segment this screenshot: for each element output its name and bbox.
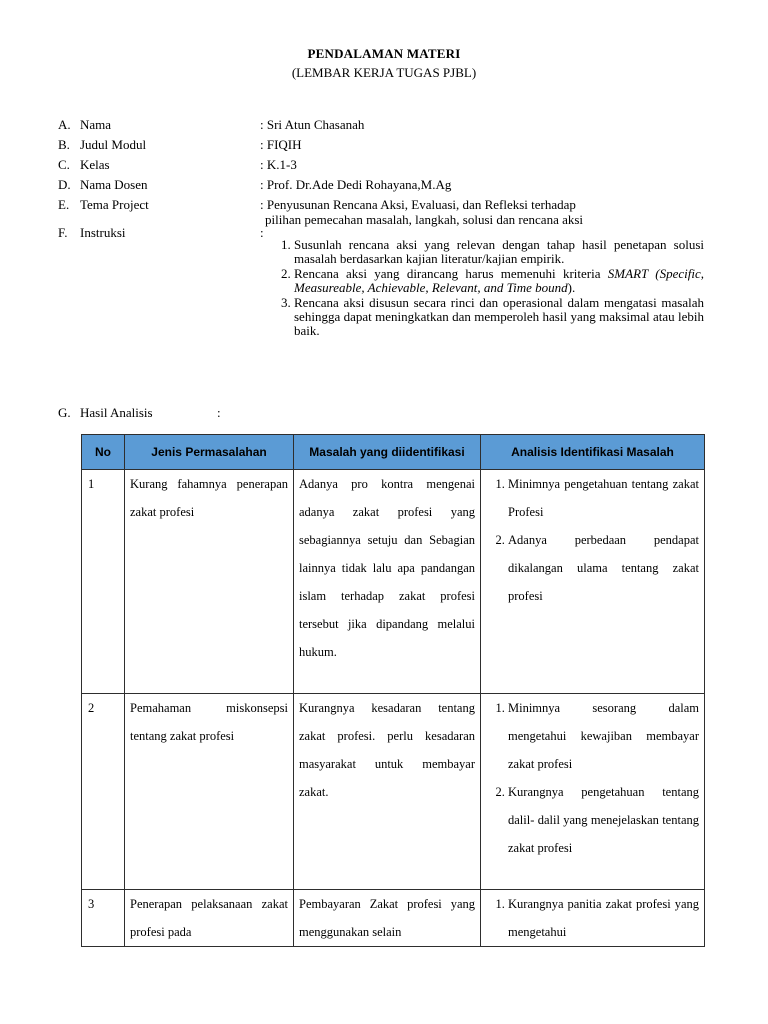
info-letter: D.	[58, 177, 71, 192]
tema-line-2: pilihan pemecahan masalah, langkah, solusi dan rencana aksi	[265, 212, 584, 227]
info-value: : Prof. Dr.Ade Dedi Rohayana,M.Ag	[260, 177, 452, 192]
info-letter: B.	[58, 137, 70, 152]
smart-end: ).	[567, 280, 576, 295]
cell-analisis	[481, 470, 705, 694]
header-no: No	[82, 435, 125, 470]
instruction-text: Rencana aksi yang dirancang harus memenuhi kriteria	[294, 266, 601, 281]
cell-jenis: Pemahaman miskonsepsi tentang zakat profesi	[125, 694, 294, 890]
table-row	[82, 470, 705, 694]
info-value	[260, 197, 680, 227]
info-row-nama-dosen	[58, 177, 678, 195]
cell-masalah: Kurangnya kesadaran tentang zakat profesi. perlu kesadaran masyarakat untuk membayar zakat.	[294, 694, 481, 890]
cell-analisis	[481, 694, 705, 890]
hasil-colon: :	[217, 405, 221, 420]
analisis-item: 1. Minimnya sesorang dalam mengetahui kewajiban membayar zakat profesi	[508, 694, 699, 778]
cell-no: 3	[82, 890, 125, 947]
cell-masalah: Adanya pro kontra mengenai adanya zakat profesi yang sebagiannya setuju dan Sebagian lainnya tidak lalu apa pandangan islam terhadap zakat profesi tersebut jika dipandang melalui hukum.	[294, 470, 481, 694]
instruction-list	[268, 238, 704, 339]
cell-no: 1	[82, 470, 125, 694]
header-analisis: Analisis Identifikasi Masalah	[481, 435, 705, 470]
cell-analisis	[481, 890, 705, 947]
info-value: :	[260, 225, 264, 240]
analisis-item: 2. Kurangnya pengetahuan tentang dalil- dalil yang menejelaskan tentang zakat profesi	[508, 778, 699, 862]
analysis-table	[81, 434, 705, 947]
hasil-analisis-heading	[58, 405, 458, 421]
smart-criteria: SMART (Specific, Measureable, Achievable, Relevant, and Time bound	[294, 266, 705, 295]
hasil-label: Hasil Analisis	[80, 405, 153, 420]
info-label: Nama Dosen	[80, 177, 148, 192]
cell-jenis: Kurang fahamnya penerapan zakat profesi	[125, 470, 294, 694]
analisis-item: 1. Kurangnya panitia zakat profesi yang mengetahui	[508, 890, 699, 946]
info-row-nama	[58, 117, 678, 135]
info-letter: F.	[58, 225, 68, 240]
info-row-judul-modul	[58, 137, 678, 155]
info-label: Judul Modul	[80, 137, 147, 152]
info-label: Nama	[80, 117, 112, 132]
info-letter: C.	[58, 157, 70, 172]
info-row-kelas	[58, 157, 678, 175]
instruction-item: 3. Rencana aksi disusun secara rinci dan operasional dalam mengatasi masalah sehingga dapat meningkatkan dan memperoleh hasil yang maksimal atau lebih baik.	[294, 296, 704, 338]
header-masalah: Masalah yang diidentifikasi	[294, 435, 481, 470]
table-header-row	[82, 435, 705, 470]
info-label: Instruksi	[80, 225, 126, 240]
instruction-item	[294, 267, 704, 295]
document-subtitle: (LEMBAR KERJA TUGAS PJBL)	[291, 65, 477, 80]
cell-no: 2	[82, 694, 125, 890]
analisis-item: 2. Adanya perbedaan pendapat dikalangan ulama tentang zakat profesi	[508, 526, 699, 610]
info-value: : FIQIH	[260, 137, 302, 152]
info-value: : K.1-3	[260, 157, 297, 172]
cell-jenis: Penerapan pelaksanaan zakat profesi pada	[125, 890, 294, 947]
document-title: PENDALAMAN MATERI	[307, 46, 461, 61]
instruction-item: 1. Susunlah rencana aksi yang relevan dengan tahap hasil penetapan solusi masalah berdasarkan kajian literatur/kajian empirik.	[294, 238, 704, 266]
info-value: : Sri Atun Chasanah	[260, 117, 365, 132]
hasil-letter: G.	[58, 405, 71, 420]
analisis-item: 1. Minimnya pengetahuan tentang zakat Profesi	[508, 470, 699, 526]
info-letter: A.	[58, 117, 71, 132]
table-row	[82, 694, 705, 890]
table-row	[82, 890, 705, 947]
cell-masalah: Pembayaran Zakat profesi yang menggunakan selain	[294, 890, 481, 947]
header-jenis-permasalahan: Jenis Permasalahan	[125, 435, 294, 470]
info-label: Tema Project	[80, 197, 149, 212]
info-letter: E.	[58, 197, 70, 212]
info-label: Kelas	[80, 157, 110, 172]
tema-line-1: : Penyusunan Rencana Aksi, Evaluasi, dan Refleksi terhadap	[260, 197, 576, 212]
